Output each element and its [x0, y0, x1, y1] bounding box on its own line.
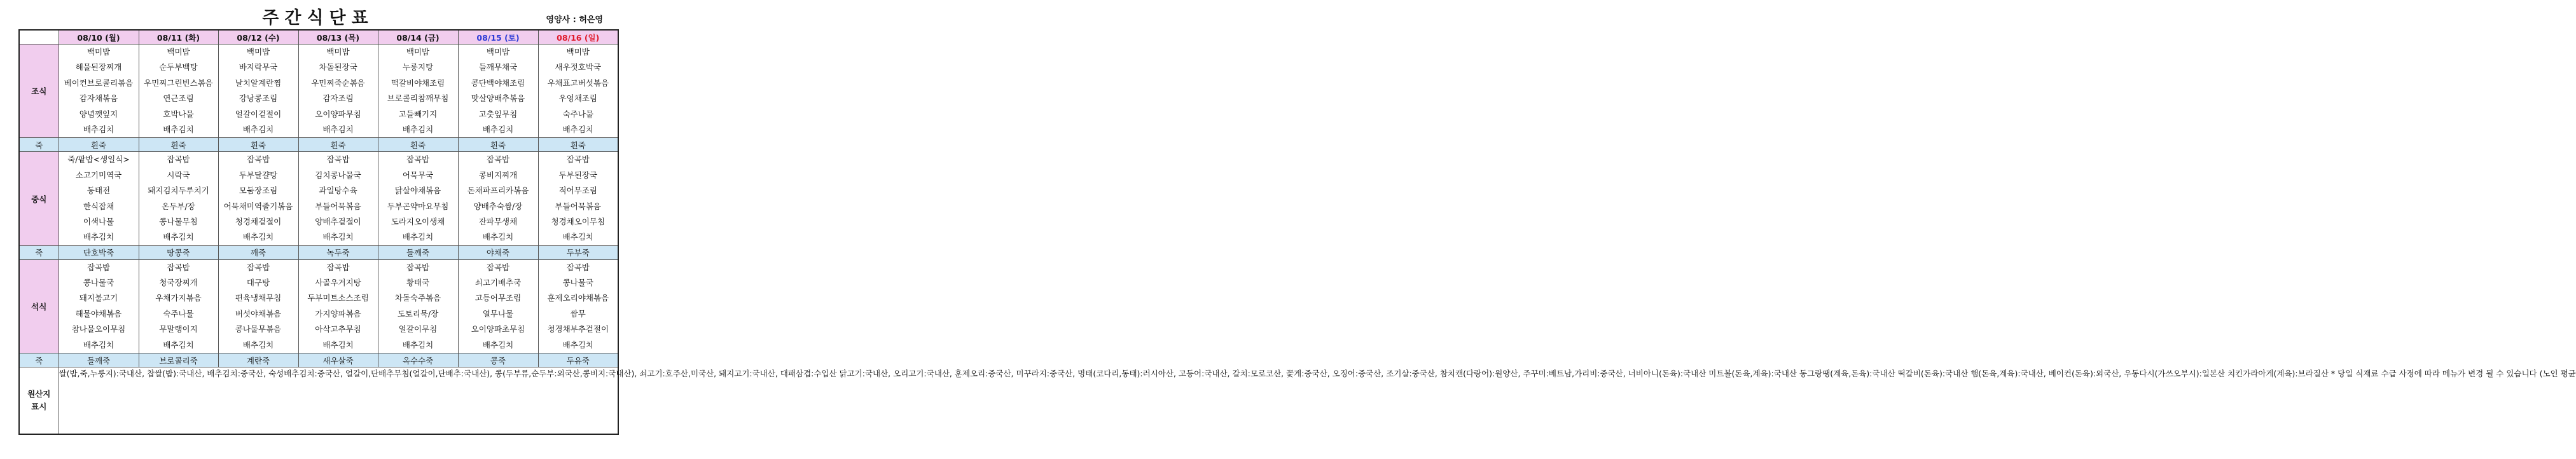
day-header-row: [19, 30, 618, 45]
menu-item: 잡곡밥: [326, 154, 350, 165]
porridge-cell: 옥수수죽: [378, 353, 458, 367]
menu-item: 감자조림: [322, 93, 354, 104]
menu-item: 이색나물: [83, 216, 114, 226]
menu-item: 가지양파볶음: [315, 308, 361, 319]
lunch-menu-cell: [218, 152, 298, 245]
menu-item: 잡곡밥: [326, 262, 350, 272]
menu-item: 잡곡밥: [246, 262, 270, 272]
menu-item: 아삭고추무침: [315, 324, 361, 334]
dinner-label: 석식: [19, 259, 59, 353]
menu-item: 숙주나물: [562, 109, 593, 119]
porridge-cell: 브로콜리죽: [139, 353, 218, 367]
menu-item: 잡곡밥: [167, 262, 190, 272]
menu-item: 배추김치: [163, 124, 194, 134]
menu-item: 날치알계란찜: [235, 78, 282, 88]
menu-item: 잡곡밥: [87, 262, 111, 272]
lunch-row: [19, 152, 618, 245]
porridge-cell: 흰죽: [298, 138, 378, 152]
menu-item: 잡곡밥: [406, 154, 430, 165]
breakfast-menu-cell: [538, 45, 618, 138]
menu-item: 고들빼기지: [398, 109, 438, 119]
breakfast-menu-cell: [59, 45, 139, 138]
menu-item: 배추김치: [322, 339, 354, 350]
menu-item: 부들어묵볶음: [315, 201, 361, 211]
menu-item: 대구탕: [246, 278, 270, 288]
menu-item: 두부곤약마요무침: [387, 201, 449, 211]
menu-item: 모둠장조림: [239, 186, 278, 196]
menu-item: 죽/팥밥<생일식>: [67, 154, 130, 165]
menu-item: 백미밥: [87, 47, 111, 57]
menu-item: 배추김치: [83, 124, 114, 134]
menu-item: 베이컨브로콜리볶음: [64, 78, 134, 88]
dinner-menu-cell: [139, 259, 218, 353]
menu-item: 연근조림: [163, 93, 194, 104]
menu-item: 브로콜리참깨무침: [387, 93, 449, 104]
breakfast-row: [19, 45, 618, 138]
dinner-row: [19, 259, 618, 353]
menu-item: 버섯야채볶음: [235, 308, 282, 319]
menu-item: 김치콩나물국: [315, 170, 361, 180]
breakfast-label: 조식: [19, 45, 59, 138]
menu-item: 콩나물무침: [159, 216, 198, 226]
menu-item: 배추김치: [83, 339, 114, 350]
menu-item: 배추김치: [242, 232, 274, 242]
breakfast-menu-cell: [298, 45, 378, 138]
porridge-cell: 흰죽: [139, 138, 218, 152]
menu-item: 배추김치: [402, 339, 434, 350]
porridge-cell: 새우살죽: [298, 353, 378, 367]
menu-item: 돼지김치두루치기: [148, 186, 209, 196]
menu-item: 소고기미역국: [75, 170, 122, 180]
porridge-cell: 녹두죽: [298, 245, 378, 259]
lunch-menu-cell: [378, 152, 458, 245]
porridge-cell: 야채죽: [458, 245, 538, 259]
menu-item: 배추김치: [482, 124, 514, 134]
menu-item: 도라지오이생채: [391, 216, 445, 226]
menu-item: 잡곡밥: [486, 262, 510, 272]
menu-item: 과일탕수육: [319, 186, 357, 196]
breakfast-menu-cell: [458, 45, 538, 138]
porridge-cell: 계란죽: [218, 353, 298, 367]
menu-item: 백미밥: [486, 47, 510, 57]
menu-item: 무말랭이지: [159, 324, 198, 334]
menu-item: 콩단백야채조림: [471, 78, 525, 88]
origin-text: 쌀(밥,죽,누룽지):국내산, 찹쌀(밥):국내산, 배추김치:중국산, 숙성배추김치:중국산, 얼갈이,단배추무침(얼갈이,단배추:국내산), 콩(두부류,순두부:외국산,콩비지:국내산), 쇠고기:호주산,미국산, 돼지고기:국내산, 대패삼겹:수입산 닭고기:국내산, 오리고기:국내산, 훈제오리:중국산, 미꾸라지:중국산, 명태(코다리,동태):러시아산, 고등어:국내산, 갈치:모로코산, 꽃게:중국산, 오징어:중국산, 조기살:중국산, 참치캔(다랑어):원양산, 주꾸미:베트남,가리비:중국산, 너비아니(돈육):국내산 미트볼(돈육,계육):국내산 동그랑땡(계육,돈육):국내산 떡갈비(돈육):국내산 햄(돈육,계육):국내산, 베이컨(돈육):외국산, 우동다시(가쓰오부시):일본산 치킨가라아게(계육):브라질산 * 당일 식재료 수급 사정에 따라 메뉴가 변경 될 수 있습니다 (노인 평균: [59, 367, 618, 435]
menu-item: 순두부백탕: [159, 62, 198, 72]
lunch-label: 중식: [19, 152, 59, 245]
porridge-cell: 흰죽: [378, 138, 458, 152]
menu-item: 동태전: [87, 186, 111, 196]
menu-item: 배추김치: [322, 124, 354, 134]
menu-item: 돈채파프리카볶음: [467, 186, 529, 196]
menu-item: 백미밥: [406, 47, 430, 57]
porridge-label: 죽: [19, 353, 59, 367]
menu-item: 쇠고기배추국: [474, 278, 522, 288]
menu-item: 돼지불고기: [79, 293, 118, 303]
menu-item: 잡곡밥: [566, 154, 590, 165]
menu-item: 백미밥: [167, 47, 190, 57]
menu-item: 우민찌죽순볶음: [311, 78, 365, 88]
breakfast-porridge-row: [19, 138, 618, 152]
dietitian-label: 영양사 : 허은영: [546, 15, 603, 25]
dinner-menu-cell: [458, 259, 538, 353]
menu-item: 닭살야채볶음: [394, 186, 441, 196]
dinner-menu-cell: [298, 259, 378, 353]
menu-item: 숙주나물: [163, 308, 194, 319]
menu-item: 두부된장국: [558, 170, 597, 180]
menu-item: 콩나물국: [83, 278, 114, 288]
menu-item: 쌈무: [570, 308, 586, 319]
menu-item: 참나물오이무침: [71, 324, 126, 334]
menu-item: 양념깻잎지: [79, 109, 118, 119]
menu-item: 얼갈이겉절이: [235, 109, 282, 119]
menu-item: 백미밥: [566, 47, 590, 57]
menu-item: 오이양파무침: [315, 109, 361, 119]
breakfast-menu-cell: [218, 45, 298, 138]
menu-item: 부들어묵볶음: [555, 201, 601, 211]
day-header: 08/12 (수): [218, 30, 298, 45]
lunch-porridge-row: [19, 245, 618, 259]
dinner-porridge-row: [19, 353, 618, 367]
menu-item: 배추김치: [242, 339, 274, 350]
day-header: 08/11 (화): [139, 30, 218, 45]
porridge-cell: 흰죽: [538, 138, 618, 152]
menu-item: 사골우거지탕: [315, 278, 361, 288]
menu-item: 우채표고버섯볶음: [547, 78, 609, 88]
lunch-menu-cell: [298, 152, 378, 245]
menu-item: 강낭콩조림: [239, 93, 278, 104]
lunch-menu-cell: [458, 152, 538, 245]
menu-item: 청경채오이무침: [551, 216, 606, 226]
menu-item: 양배추겉절이: [315, 216, 361, 226]
menu-item: 차돌된장국: [319, 62, 357, 72]
menu-item: 배추김치: [163, 232, 194, 242]
menu-item: 얼갈이무침: [398, 324, 438, 334]
origin-label: 원산지 표시: [19, 367, 59, 435]
menu-item: 배추김치: [402, 124, 434, 134]
menu-item: 한식잡채: [83, 201, 114, 211]
menu-item: 콩나물무볶음: [235, 324, 282, 334]
menu-item: 호박나물: [163, 109, 194, 119]
menu-item: 들깨무채국: [478, 62, 518, 72]
menu-item: 열무나물: [482, 308, 514, 319]
origin-row: [19, 367, 618, 435]
menu-item: 우민찌그린빈스볶음: [144, 78, 213, 88]
porridge-cell: 두유죽: [538, 353, 618, 367]
day-header: 08/10 (월): [59, 30, 139, 45]
lunch-menu-cell: [538, 152, 618, 245]
porridge-cell: 흰죽: [59, 138, 139, 152]
porridge-label: 죽: [19, 138, 59, 152]
menu-item: 두부달걀탕: [239, 170, 278, 180]
menu-item: 잡곡밥: [167, 154, 190, 165]
menu-item: 배추김치: [242, 124, 274, 134]
porridge-cell: 콩죽: [458, 353, 538, 367]
day-header: 08/14 (금): [378, 30, 458, 45]
menu-item: 백미밥: [326, 47, 350, 57]
day-header-sunday: 08/16 (일): [538, 30, 618, 45]
menu-item: 새우젓호박국: [555, 62, 601, 72]
menu-item: 감자채볶음: [79, 93, 118, 104]
menu-item: 배추김치: [482, 232, 514, 242]
menu-item: 황태국: [406, 278, 430, 288]
dinner-menu-cell: [378, 259, 458, 353]
day-header: 08/13 (목): [298, 30, 378, 45]
menu-item: 잡곡밥: [486, 154, 510, 165]
day-header-saturday: 08/15 (토): [458, 30, 538, 45]
porridge-cell: 단호박죽: [59, 245, 139, 259]
porridge-cell: 땅콩죽: [139, 245, 218, 259]
breakfast-menu-cell: [378, 45, 458, 138]
menu-item: 누룽지탕: [402, 62, 434, 72]
porridge-cell: 두부죽: [538, 245, 618, 259]
menu-item: 배추김치: [482, 339, 514, 350]
menu-item: 배추김치: [562, 232, 593, 242]
menu-item: 오이양파초무침: [471, 324, 525, 334]
menu-item: 배추김치: [562, 124, 593, 134]
menu-item: 온두부/장: [162, 201, 195, 211]
menu-item: 바지락무국: [239, 62, 278, 72]
menu-item: 잡곡밥: [246, 154, 270, 165]
menu-item: 해물야채볶음: [75, 308, 122, 319]
porridge-cell: 들깨죽: [378, 245, 458, 259]
menu-item: 고등어무조림: [474, 293, 522, 303]
breakfast-menu-cell: [139, 45, 218, 138]
porridge-label: 죽: [19, 245, 59, 259]
menu-item: 해물된장찌개: [75, 62, 122, 72]
menu-item: 배추김치: [83, 232, 114, 242]
menu-item: 도토리묵/장: [397, 308, 439, 319]
dinner-menu-cell: [538, 259, 618, 353]
menu-item: 떡갈비야채조림: [391, 78, 445, 88]
menu-item: 잡곡밥: [406, 262, 430, 272]
menu-item: 청경채부추겉절이: [547, 324, 609, 334]
weekly-menu-table: [18, 29, 2576, 435]
menu-item: 시락국: [167, 170, 190, 180]
menu-item: 두부미트소스조림: [307, 293, 369, 303]
page-title: 주간식단표: [262, 8, 374, 28]
menu-item: 배추김치: [402, 232, 434, 242]
porridge-cell: 흰죽: [458, 138, 538, 152]
menu-item: 고춧잎무침: [478, 109, 518, 119]
menu-item: 편육냉채무침: [235, 293, 282, 303]
menu-item: 훈제오리야채볶음: [547, 293, 609, 303]
corner-cell: [19, 30, 59, 45]
menu-item: 어묵채미역줄기볶음: [223, 201, 293, 211]
menu-item: 콩나물국: [562, 278, 593, 288]
menu-item: 어묵무국: [402, 170, 434, 180]
dinner-menu-cell: [59, 259, 139, 353]
menu-item: 청경채겉절이: [235, 216, 282, 226]
menu-item: 차돌숙주볶음: [394, 293, 441, 303]
menu-item: 백미밥: [246, 47, 270, 57]
menu-item: 우엉채조림: [558, 93, 597, 104]
menu-item: 배추김치: [322, 232, 354, 242]
menu-item: 적어무조림: [558, 186, 597, 196]
menu-item: 배추김치: [163, 339, 194, 350]
menu-item: 청국장찌개: [159, 278, 198, 288]
menu-item: 잔파무생채: [478, 216, 518, 226]
menu-item: 잡곡밥: [566, 262, 590, 272]
porridge-cell: 깨죽: [218, 245, 298, 259]
porridge-cell: 들깨죽: [59, 353, 139, 367]
menu-item: 배추김치: [562, 339, 593, 350]
lunch-menu-cell: [59, 152, 139, 245]
menu-item: 우채가지볶음: [155, 293, 202, 303]
porridge-cell: 흰죽: [218, 138, 298, 152]
menu-item: 양배추숙쌈/장: [473, 201, 523, 211]
dinner-menu-cell: [218, 259, 298, 353]
menu-item: 맛살양배추볶음: [471, 93, 525, 104]
menu-item: 콩비지찌개: [478, 170, 518, 180]
lunch-menu-cell: [139, 152, 218, 245]
